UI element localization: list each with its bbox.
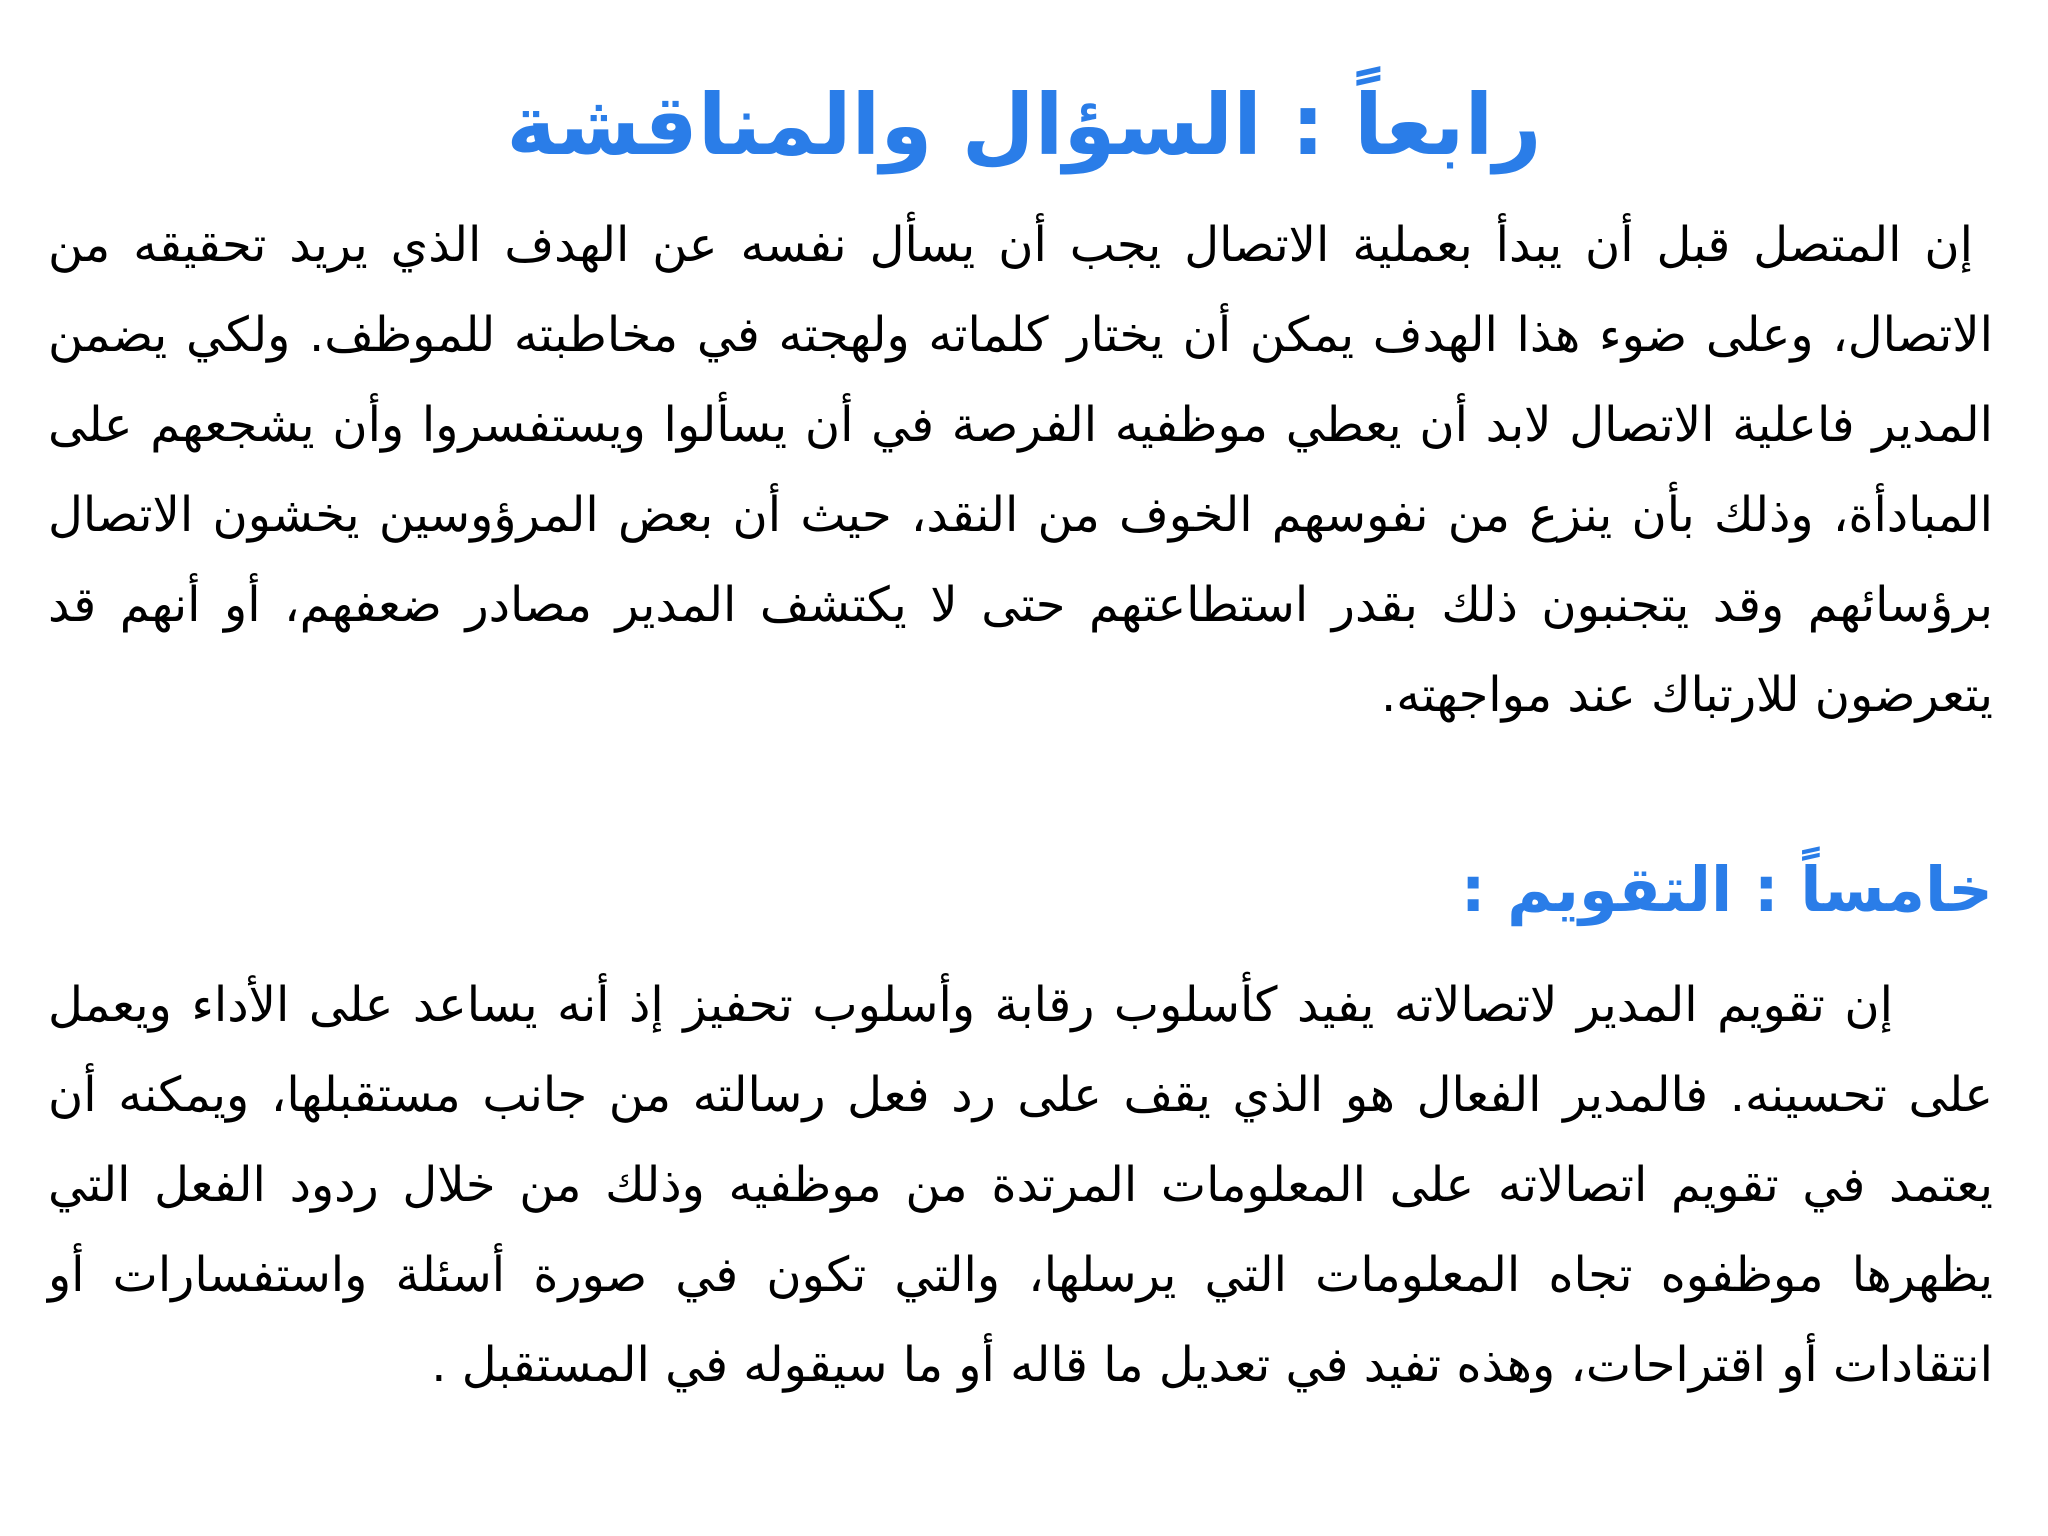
section-title-evaluation: خامساً : التقويم : [1460,853,1993,926]
slide-title: رابعاً : السؤال والمناقشة [506,76,1542,174]
paragraph-evaluation: إن تقويم المدير لاتصالاته يفيد كأسلوب رقابة وأسلوب تحفيز إذ أنه يساعد على الأداء ويعمل على تحسينه. فالمدير الفعال هو الذي يقف على رد فعل رسالته من جانب مستقبلها، ويمكنه أن يعتمد في تقويم اتصالاته على المعلومات المرتدة من موظفيه وذلك من خلال ردود الفعل التي يظهرها موظفوه تجاه المعلومات التي يرسلها، والتي تكون في صورة أسئلة واستفسارات أو انتقادات أو اقتراحات، وهذه تفيد في تعديل ما قاله أو ما سيقوله في المستقبل . [48,977,1993,1393]
paragraph-discussion: إن المتصل قبل أن يبدأ بعملية الاتصال يجب أن يسأل نفسه عن الهدف الذي يريد تحقيقه من الاتصال، وعلى ضوء هذا الهدف يمكن أن يختار كلماته ولهجته في مخاطبته للموظف. ولكي يضمن المدير فاعلية الاتصال لابد أن يعطي موظفيه الفرصة في أن يسألوا ويستفسروا وأن يشجعهم على المبادأة، وذلك بأن ينزع من نفوسهم الخوف من النقد، حيث أن بعض المرؤوسين يخشون الاتصال برؤسائهم وقد يتجنبون ذلك بقدر استطاعتهم حتى لا يكتشف المدير مصادر ضعفهم، أو أنهم قد يتعرضون للارتباك عند مواجهته. [48,217,1993,723]
